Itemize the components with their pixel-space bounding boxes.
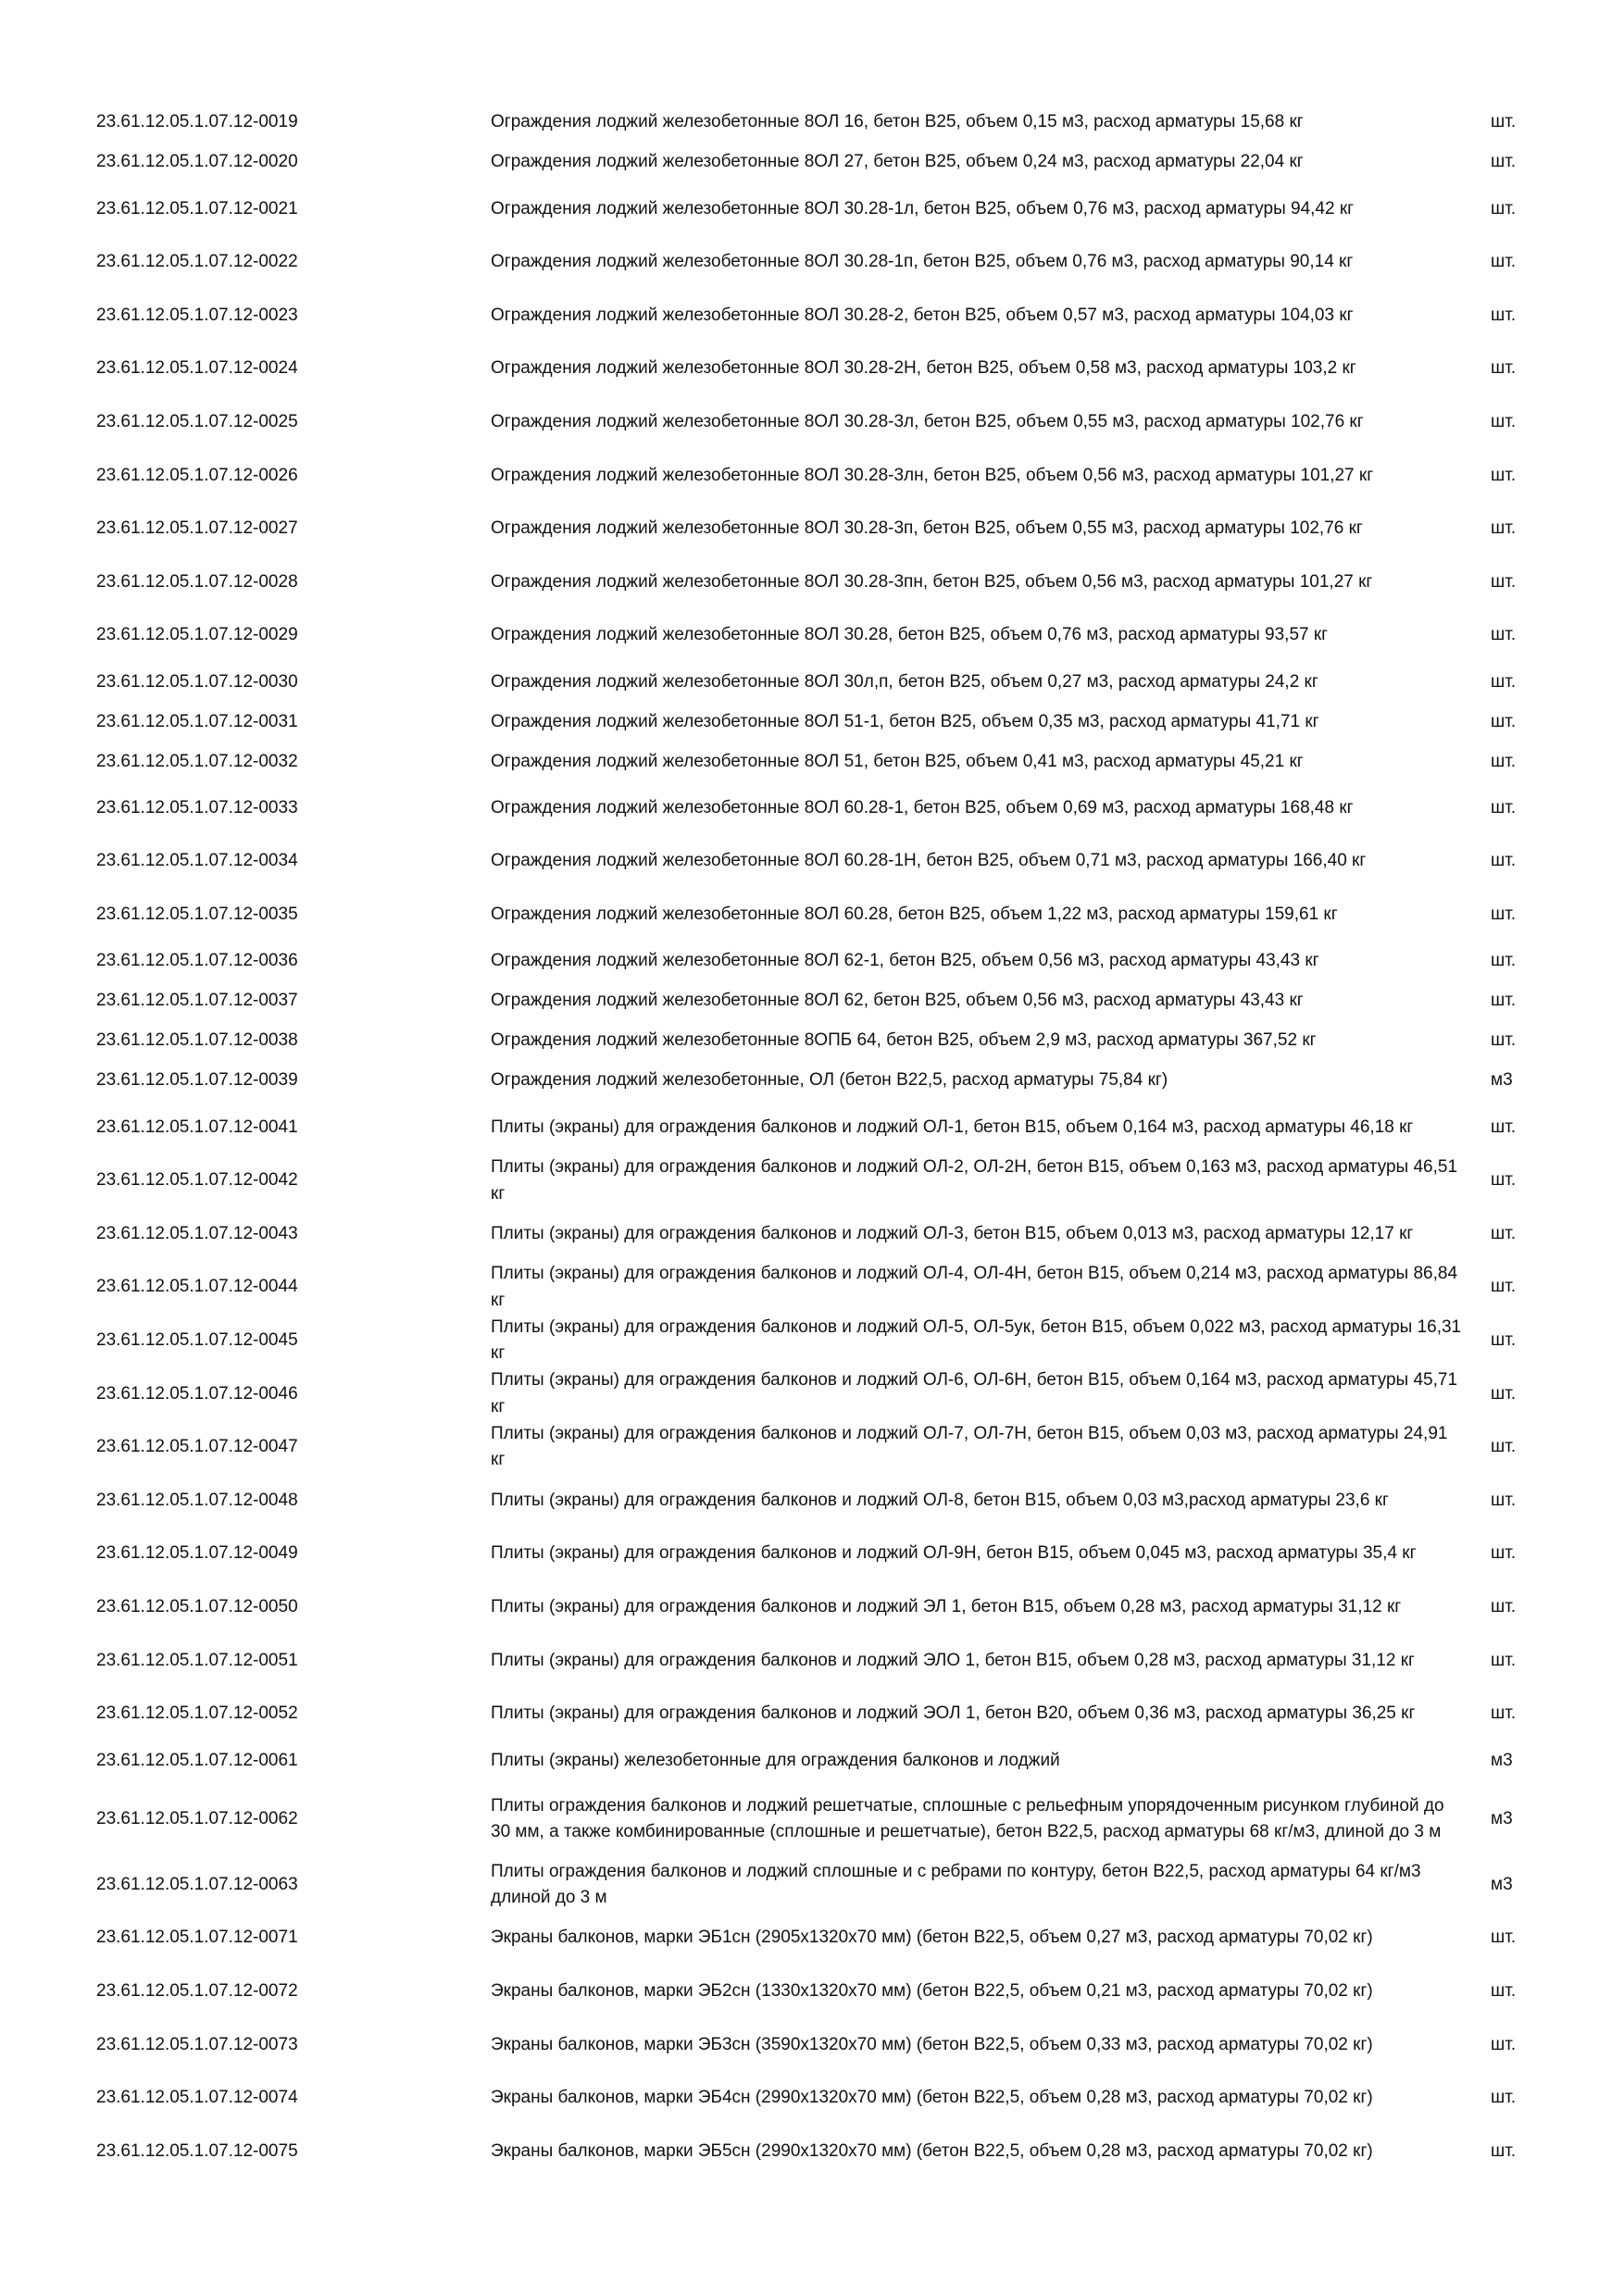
table-row [96, 1634, 1578, 1688]
description-cell: Плиты (экраны) для ограждения балконов и лоджий ОЛ-8, бетон В15, объем 0,03 м3,расход арматуры 23,6 кг [491, 1490, 1389, 1510]
code-cell: 23.61.12.05.1.07.12-0071 [96, 1928, 298, 1948]
code-cell: 23.61.12.05.1.07.12-0074 [96, 2088, 298, 2108]
table-row [96, 1741, 1578, 1780]
unit-cell: шт. [1491, 1597, 1517, 1617]
description-cell: Плиты (экраны) для ограждения балконов и лоджий ОЛ-1, бетон В15, объем 0,164 м3, расход арматуры 46,18 кг [491, 1117, 1414, 1137]
code-cell: 23.61.12.05.1.07.12-0042 [96, 1170, 298, 1191]
description-cell: Плиты (экраны) для ограждения балконов и лоджий ОЛ-6, ОЛ-6Н, бетон В15, объем 0,164 м3, расход арматуры 45,71 кг [491, 1370, 1458, 1416]
unit-cell: шт. [1491, 711, 1517, 731]
unit-cell: шт. [1491, 1030, 1517, 1051]
description-cell: Плиты (экраны) для ограждения балконов и лоджий ЭЛО 1, бетон В15, объем 0,28 м3, расход арматуры 31,12 кг [491, 1650, 1415, 1670]
description-cell: Экраны балконов, марки ЭБ2сн (1330х1320х70 мм) (бетон В22,5, объем 0,21 м3, расход арматуры 70,02 кг) [491, 1980, 1373, 2001]
table-row [96, 1367, 1578, 1421]
table-row [96, 609, 1578, 663]
unit-cell: шт. [1491, 305, 1517, 325]
table-row [96, 2125, 1578, 2178]
description-cell: Ограждения лоджий железобетонные 8ОЛ 30.28-3лн, бетон В25, объем 0,56 м3, расход арматуры 101,27 кг [491, 465, 1374, 485]
code-cell: 23.61.12.05.1.07.12-0045 [96, 1330, 298, 1351]
code-cell: 23.61.12.05.1.07.12-0047 [96, 1437, 298, 1457]
unit-cell: шт. [1491, 1223, 1517, 1243]
code-cell: 23.61.12.05.1.07.12-0034 [96, 851, 298, 871]
description-cell: Плиты ограждения балконов и лоджий сплошные и с ребрами по контуру, бетон В22,5, расход арматуры 64 кг/м3 длиной до 3 м [491, 1861, 1421, 1908]
unit-cell: м3 [1491, 1070, 1513, 1091]
code-cell: 23.61.12.05.1.07.12-0073 [96, 2034, 298, 2054]
unit-cell: шт. [1491, 797, 1517, 817]
code-cell: 23.61.12.05.1.07.12-0029 [96, 625, 298, 645]
table-row [96, 662, 1578, 702]
table-row [96, 1688, 1578, 1741]
description-cell: Плиты (экраны) для ограждения балконов и лоджий ЭОЛ 1, бетон В20, объем 0,36 м3, расход арматуры 36,25 кг [491, 1703, 1416, 1724]
table-row [96, 343, 1578, 396]
code-cell: 23.61.12.05.1.07.12-0046 [96, 1383, 298, 1404]
table-row [96, 1261, 1578, 1315]
description-cell: Плиты (экраны) для ограждения балконов и лоджий ОЛ-9Н, бетон В15, объем 0,045 м3, расход арматуры 35,4 кг [491, 1543, 1417, 1564]
description-cell: Плиты (экраны) для ограждения балконов и лоджий ОЛ-2, ОЛ-2Н, бетон В15, объем 0,163 м3, расход арматуры 46,51 кг [491, 1157, 1458, 1204]
table-row [96, 1021, 1578, 1061]
code-cell: 23.61.12.05.1.07.12-0023 [96, 305, 298, 325]
description-cell: Ограждения лоджий железобетонные 8ОЛ 30.28-3п, бетон В25, объем 0,55 м3, расход арматуры 102,76 кг [491, 518, 1363, 539]
code-cell: 23.61.12.05.1.07.12-0037 [96, 991, 298, 1011]
description-cell: Плиты ограждения балконов и лоджий решетчатые, сплошные с рельефным упорядоченным рисунком глубиной до 30 мм, а также комбинированные (сплошные и решетчатые), бетон В22,5, расход арматуры 68 кг/м3, длиной до 3 м [491, 1795, 1444, 1842]
code-cell: 23.61.12.05.1.07.12-0035 [96, 905, 298, 925]
code-cell: 23.61.12.05.1.07.12-0038 [96, 1030, 298, 1051]
unit-cell: м3 [1491, 1750, 1513, 1770]
description-cell: Плиты (экраны) для ограждения балконов и лоджий ОЛ-5, ОЛ-5ук, бетон В15, объем 0,022 м3, расход арматуры 16,31 кг [491, 1316, 1462, 1364]
description-cell: Экраны балконов, марки ЭБ5сн (2990х1320х70 мм) (бетон В22,5, объем 0,28 м3, расход арматуры 70,02 кг) [491, 2140, 1373, 2161]
description-cell: Ограждения лоджий железобетонные 8ОЛ 16, бетон В25, объем 0,15 м3, расход арматуры 15,68 кг [491, 112, 1304, 132]
code-cell: 23.61.12.05.1.07.12-0024 [96, 358, 298, 379]
unit-cell: шт. [1491, 198, 1517, 218]
unit-cell: шт. [1491, 571, 1517, 592]
code-cell: 23.61.12.05.1.07.12-0039 [96, 1070, 298, 1091]
price-table [96, 103, 1578, 2178]
description-cell: Ограждения лоджий железобетонные 8ОЛ 51-1, бетон В25, объем 0,35 м3, расход арматуры 41,71 кг [491, 711, 1319, 731]
table-row [96, 555, 1578, 609]
table-row [96, 1421, 1578, 1475]
description-cell: Ограждения лоджий железобетонные 8ОЛ 30.28-3л, бетон В25, объем 0,55 м3, расход арматуры 102,76 кг [491, 411, 1364, 431]
code-cell: 23.61.12.05.1.07.12-0052 [96, 1703, 298, 1724]
code-cell: 23.61.12.05.1.07.12-0048 [96, 1490, 298, 1510]
unit-cell: шт. [1491, 465, 1517, 485]
code-cell: 23.61.12.05.1.07.12-0044 [96, 1277, 298, 1297]
description-cell: Ограждения лоджий железобетонные 8ОЛ 27, бетон В25, объем 0,24 м3, расход арматуры 22,04 кг [491, 152, 1304, 172]
unit-cell: шт. [1491, 1490, 1517, 1510]
table-row [96, 942, 1578, 981]
table-row [96, 1580, 1578, 1634]
table-row [96, 1474, 1578, 1528]
description-cell: Ограждения лоджий железобетонные 8ОЛ 30.28-1п, бетон В25, объем 0,76 м3, расход арматуры 90,14 кг [491, 252, 1354, 272]
description-cell: Плиты (экраны) для ограждения балконов и лоджий ОЛ-3, бетон В15, объем 0,013 м3, расход арматуры 12,17 кг [491, 1223, 1414, 1243]
table-row [96, 143, 1578, 182]
unit-cell: шт. [1491, 1703, 1517, 1724]
description-cell: Ограждения лоджий железобетонные 8ОЛ 60.28-1, бетон В25, объем 0,69 м3, расход арматуры 168,48 кг [491, 797, 1354, 817]
unit-cell: шт. [1491, 2088, 1517, 2108]
table-row [96, 2072, 1578, 2126]
description-cell: Ограждения лоджий железобетонные 8ОЛ 62, бетон В25, объем 0,56 м3, расход арматуры 43,43 кг [491, 991, 1304, 1011]
unit-cell: м3 [1491, 1874, 1513, 1894]
table-row [96, 395, 1578, 449]
description-cell: Экраны балконов, марки ЭБ4сн (2990х1320х70 мм) (бетон В22,5, объем 0,28 м3, расход арматуры 70,02 кг) [491, 2088, 1373, 2108]
table-row [96, 2018, 1578, 2072]
table-row [96, 1528, 1578, 1581]
unit-cell: шт. [1491, 1980, 1517, 2001]
unit-cell: шт. [1491, 1650, 1517, 1670]
table-row [96, 742, 1578, 781]
unit-cell: шт. [1491, 1437, 1517, 1457]
description-cell: Плиты (экраны) для ограждения балконов и лоджий ЭЛ 1, бетон В15, объем 0,28 м3, расход арматуры 31,12 кг [491, 1597, 1402, 1617]
description-cell: Ограждения лоджий железобетонные 8ОЛ 60.28-1Н, бетон В25, объем 0,71 м3, расход арматуры 166,40 кг [491, 851, 1367, 871]
description-cell: Плиты (экраны) железобетонные для ограждения балконов и лоджий [491, 1750, 1060, 1770]
table-row [96, 1858, 1578, 1912]
code-cell: 23.61.12.05.1.07.12-0030 [96, 671, 298, 692]
code-cell: 23.61.12.05.1.07.12-0020 [96, 152, 298, 172]
description-cell: Экраны балконов, марки ЭБ1сн (2905х1320х70 мм) (бетон В22,5, объем 0,27 м3, расход арматуры 70,02 кг) [491, 1928, 1373, 1948]
unit-cell: шт. [1491, 1170, 1517, 1191]
code-cell: 23.61.12.05.1.07.12-0036 [96, 951, 298, 971]
unit-cell: шт. [1491, 671, 1517, 692]
unit-cell: шт. [1491, 252, 1517, 272]
code-cell: 23.61.12.05.1.07.12-0027 [96, 518, 298, 539]
unit-cell: шт. [1491, 2140, 1517, 2161]
code-cell: 23.61.12.05.1.07.12-0041 [96, 1117, 298, 1137]
table-row [96, 182, 1578, 236]
table-row [96, 981, 1578, 1021]
unit-cell: шт. [1491, 152, 1517, 172]
table-row [96, 835, 1578, 889]
description-cell: Ограждения лоджий железобетонные 8ОЛ 30.28-2Н, бетон В25, объем 0,58 м3, расход арматуры 103,2 кг [491, 358, 1356, 379]
unit-cell: шт. [1491, 1330, 1517, 1351]
code-cell: 23.61.12.05.1.07.12-0051 [96, 1650, 298, 1670]
unit-cell: шт. [1491, 751, 1517, 771]
unit-cell: м3 [1491, 1809, 1513, 1828]
code-cell: 23.61.12.05.1.07.12-0031 [96, 711, 298, 731]
description-cell: Ограждения лоджий железобетонные 8ОЛ 62-1, бетон В25, объем 0,56 м3, расход арматуры 43,43 кг [491, 951, 1319, 971]
code-cell: 23.61.12.05.1.07.12-0050 [96, 1597, 298, 1617]
code-cell: 23.61.12.05.1.07.12-0043 [96, 1223, 298, 1243]
unit-cell: шт. [1491, 951, 1517, 971]
table-row [96, 236, 1578, 290]
unit-cell: шт. [1491, 2034, 1517, 2054]
table-body [96, 103, 1578, 2178]
description-cell: Ограждения лоджий железобетонные 8ОЛ 30.28-2, бетон В25, объем 0,57 м3, расход арматуры 104,03 кг [491, 305, 1354, 325]
table-row [96, 1912, 1578, 1965]
table-row [96, 781, 1578, 835]
unit-cell: шт. [1491, 625, 1517, 645]
table-row [96, 1207, 1578, 1261]
unit-cell: шт. [1491, 905, 1517, 925]
unit-cell: шт. [1491, 1277, 1517, 1297]
table-row [96, 289, 1578, 343]
description-cell: Ограждения лоджий железобетонные 8ОЛ 30.28, бетон В25, объем 0,76 м3, расход арматуры 93,57 кг [491, 625, 1329, 645]
table-row [96, 1061, 1578, 1101]
description-cell: Ограждения лоджий железобетонные 8ОЛ 30.28-3пн, бетон В25, объем 0,56 м3, расход арматуры 101,27 кг [491, 571, 1373, 592]
description-cell: Плиты (экраны) для ограждения балконов и лоджий ОЛ-4, ОЛ-4Н, бетон В15, объем 0,214 м3, расход арматуры 86,84 кг [491, 1264, 1458, 1310]
code-cell: 23.61.12.05.1.07.12-0063 [96, 1874, 298, 1894]
code-cell: 23.61.12.05.1.07.12-0062 [96, 1809, 298, 1828]
code-cell: 23.61.12.05.1.07.12-0049 [96, 1543, 298, 1564]
table-row [96, 503, 1578, 556]
description-cell: Ограждения лоджий железобетонные, ОЛ (бетон В22,5, расход арматуры 75,84 кг) [491, 1070, 1168, 1091]
unit-cell: шт. [1491, 991, 1517, 1011]
unit-cell: шт. [1491, 1928, 1517, 1948]
code-cell: 23.61.12.05.1.07.12-0022 [96, 252, 298, 272]
unit-cell: шт. [1491, 1543, 1517, 1564]
table-row [96, 449, 1578, 503]
code-cell: 23.61.12.05.1.07.12-0021 [96, 198, 298, 218]
table-row [96, 889, 1578, 942]
description-cell: Экраны балконов, марки ЭБ3сн (3590х1320х70 мм) (бетон В22,5, объем 0,33 м3, расход арматуры 70,02 кг) [491, 2034, 1373, 2054]
unit-cell: шт. [1491, 851, 1517, 871]
description-cell: Ограждения лоджий железобетонные 8ОЛ 60.28, бетон В25, объем 1,22 м3, расход арматуры 159,61 кг [491, 905, 1338, 925]
code-cell: 23.61.12.05.1.07.12-0032 [96, 751, 298, 771]
unit-cell: шт. [1491, 411, 1517, 431]
description-cell: Ограждения лоджий железобетонные 8ОЛ 30.28-1л, бетон В25, объем 0,76 м3, расход арматуры 94,42 кг [491, 198, 1355, 218]
unit-cell: шт. [1491, 518, 1517, 539]
unit-cell: шт. [1491, 1117, 1517, 1137]
code-cell: 23.61.12.05.1.07.12-0028 [96, 571, 298, 592]
table-row [96, 1101, 1578, 1154]
table-row [96, 702, 1578, 742]
code-cell: 23.61.12.05.1.07.12-0025 [96, 411, 298, 431]
description-cell: Ограждения лоджий железобетонные 8ОЛ 30л,п, бетон В25, объем 0,27 м3, расход арматуры 24,2 кг [491, 671, 1318, 692]
table-row [96, 1965, 1578, 2018]
unit-cell: шт. [1491, 112, 1517, 132]
unit-cell: шт. [1491, 358, 1517, 379]
table-row [96, 1154, 1578, 1208]
table-row [96, 1780, 1578, 1858]
description-cell: Плиты (экраны) для ограждения балконов и лоджий ОЛ-7, ОЛ-7Н, бетон В15, объем 0,03 м3, расход арматуры 24,91 кг [491, 1423, 1448, 1470]
table-row [96, 103, 1578, 143]
code-cell: 23.61.12.05.1.07.12-0033 [96, 797, 298, 817]
code-cell: 23.61.12.05.1.07.12-0019 [96, 112, 298, 132]
unit-cell: шт. [1491, 1383, 1517, 1404]
code-cell: 23.61.12.05.1.07.12-0026 [96, 465, 298, 485]
code-cell: 23.61.12.05.1.07.12-0072 [96, 1980, 298, 2001]
description-cell: Ограждения лоджий железобетонные 8ОПБ 64, бетон В25, объем 2,9 м3, расход арматуры 367,52 кг [491, 1030, 1317, 1051]
table-row [96, 1315, 1578, 1368]
description-cell: Ограждения лоджий железобетонные 8ОЛ 51, бетон В25, объем 0,41 м3, расход арматуры 45,21 кг [491, 751, 1304, 771]
code-cell: 23.61.12.05.1.07.12-0061 [96, 1750, 298, 1770]
code-cell: 23.61.12.05.1.07.12-0075 [96, 2140, 298, 2161]
